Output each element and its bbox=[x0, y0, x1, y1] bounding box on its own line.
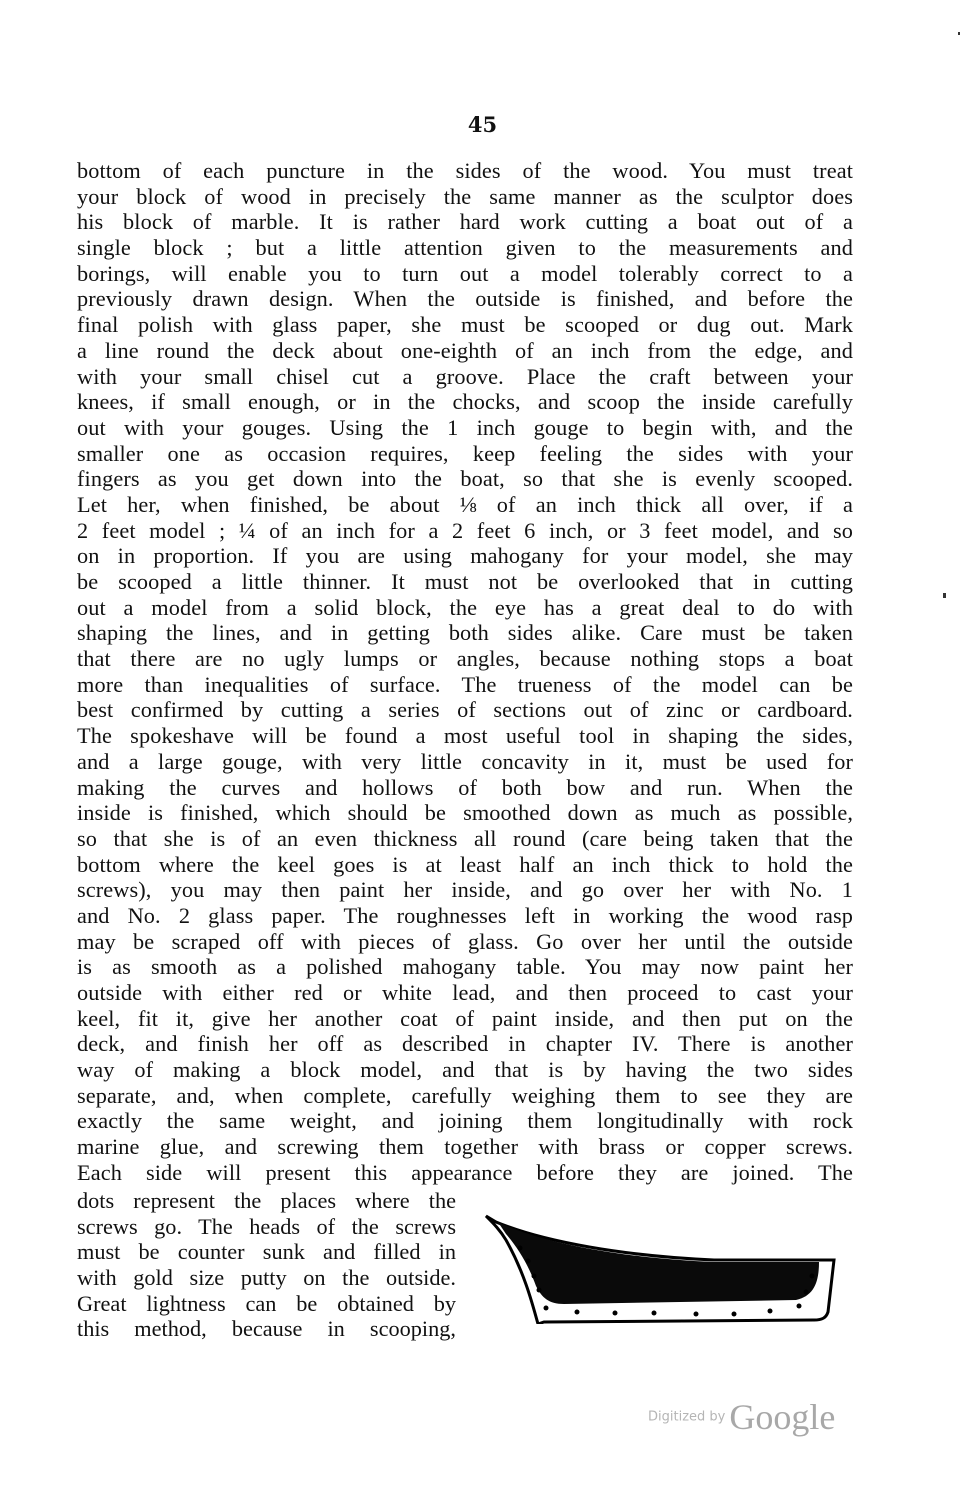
wrapped-text bbox=[77, 1188, 456, 1342]
text-line: final polish with glass paper, she must be scooped or dug out. Mark bbox=[77, 312, 853, 338]
text-line: may be scraped off with pieces of glass. Go over her until the outside bbox=[77, 928, 853, 954]
text-line: single block ; but a little attention given to the measurements and bbox=[77, 235, 853, 261]
page-number: 45 bbox=[467, 112, 498, 137]
boat-hull-figure bbox=[484, 1212, 840, 1324]
text-line: 2 feet model ; ¼ of an inch for a 2 feet 6 inch, or 3 feet model, and so bbox=[77, 517, 853, 543]
text-line: on in proportion. If you are using mahogany for your model, she may bbox=[77, 543, 853, 569]
text-line: previously drawn design. When the outside is finished, and before the bbox=[77, 286, 853, 312]
text-line: be scooped a little thinner. It must not be overlooked that in cutting bbox=[77, 569, 853, 594]
text-line: borings, will enable you to turn out a model tolerably correct to a bbox=[77, 260, 853, 286]
text-line: and a large gouge, with very little concavity in it, must be used for bbox=[77, 748, 853, 774]
text-line: with gold size putty on the outside. bbox=[77, 1265, 456, 1291]
text-line: deck, and finish her off as described in chapter IV. There is another bbox=[77, 1031, 853, 1057]
text-line: Each side will present this appearance before they are joined. The bbox=[77, 1159, 853, 1185]
body-text bbox=[77, 158, 853, 1186]
margin-mark bbox=[943, 593, 946, 598]
watermark-brand: Google bbox=[729, 1397, 836, 1437]
text-line: The spokeshave will be found a most useful tool in shaping the sides, bbox=[77, 723, 853, 749]
text-line: outside with either red or white lead, and then proceed to cast your bbox=[77, 980, 853, 1005]
text-line: bottom where the keel goes is at least half an inch thick to hold the bbox=[77, 851, 853, 877]
margin-mark bbox=[958, 32, 960, 35]
text-line: making the curves and hollows of both bow and run. When the bbox=[77, 774, 853, 800]
text-line: keel, fit it, give her another coat of paint inside, and then put on the bbox=[77, 1005, 853, 1031]
text-line: best confirmed by cutting a series of sections out of zinc or cardboard. bbox=[77, 697, 853, 723]
google-watermark bbox=[648, 1396, 835, 1438]
text-line: is as smooth as a polished mahogany table. You may now paint her bbox=[77, 954, 853, 980]
text-line: with your small chisel cut a groove. Place the craft between your bbox=[77, 363, 853, 389]
text-line: a line round the deck about one-eighth of an inch from the edge, and bbox=[77, 337, 853, 363]
text-line: this method, because in scooping, bbox=[77, 1316, 456, 1342]
text-line: Great lightness can be obtained by bbox=[77, 1290, 456, 1316]
text-line: and No. 2 glass paper. The roughnesses left in working the wood rasp bbox=[77, 902, 853, 928]
text-line: dots represent the places where the bbox=[77, 1188, 456, 1213]
text-line: exactly the same weight, and joining them longitudinally with rock bbox=[77, 1108, 853, 1134]
text-line: marine glue, and screwing them together with brass or copper screws. bbox=[77, 1134, 853, 1160]
text-line: screws go. The heads of the screws bbox=[77, 1213, 456, 1239]
text-line: out a model from a solid block, the eye has a great deal to do with bbox=[77, 594, 853, 620]
text-line: way of making a block model, and that is by having the two sides bbox=[77, 1057, 853, 1083]
text-line: shaping the lines, and in getting both sides alike. Care must be taken bbox=[77, 620, 853, 646]
text-line: his block of marble. It is rather hard work cutting a boat out of a bbox=[77, 209, 853, 235]
text-line: out with your gouges. Using the 1 inch gouge to begin with, and the bbox=[77, 414, 853, 440]
text-line: bottom of each puncture in the sides of the wood. You must treat bbox=[77, 158, 853, 183]
text-line: inside is finished, which should be smoothed down as much as possible, bbox=[77, 800, 853, 826]
text-line: must be counter sunk and filled in bbox=[77, 1239, 456, 1265]
text-line: that there are no ugly lumps or angles, because nothing stops a boat bbox=[77, 646, 853, 672]
text-line: knees, if small enough, or in the chocks, and scoop the inside carefully bbox=[77, 389, 853, 415]
text-line: screws), you may then paint her inside, and go over her with No. 1 bbox=[77, 877, 853, 903]
text-line: smaller one as occasion requires, keep feeling the sides with your bbox=[77, 440, 853, 466]
text-line: your block of wood in precisely the same manner as the sculptor does bbox=[77, 183, 853, 209]
text-line: Let her, when finished, be about ⅛ of an inch thick all over, if a bbox=[77, 491, 853, 517]
text-line: fingers as you get down into the boat, so that she is evenly scooped. bbox=[77, 466, 853, 492]
text-line: more than inequalities of surface. The trueness of the model can be bbox=[77, 671, 853, 697]
watermark-prefix: Digitized by bbox=[648, 1409, 726, 1425]
text-line: separate, and, when complete, carefully weighing them to see they are bbox=[77, 1082, 853, 1108]
text-line: so that she is of an even thickness all round (care being taken that the bbox=[77, 825, 853, 851]
